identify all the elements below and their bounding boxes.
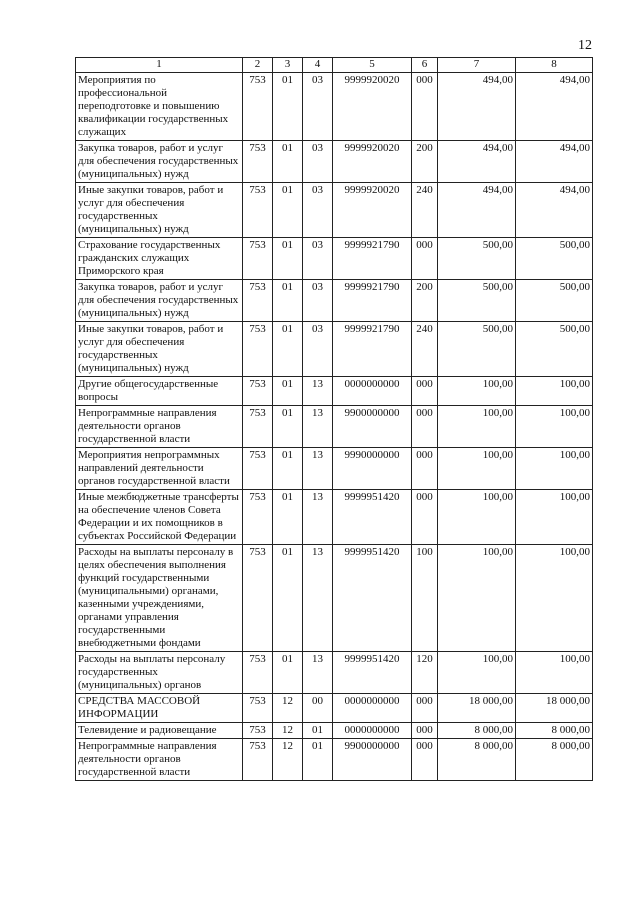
row-name: Закупка товаров, работ и услуг для обеспечения государственных (муниципальных) нужд <box>76 280 243 322</box>
ministry-code: 753 <box>243 490 273 545</box>
expense-type-code: 000 <box>412 694 438 723</box>
subsection-code: 03 <box>303 183 333 238</box>
ministry-code: 753 <box>243 238 273 280</box>
table-row <box>76 73 593 141</box>
amount-col8: 494,00 <box>516 73 593 141</box>
amount-col8: 100,00 <box>516 448 593 490</box>
table-row <box>76 141 593 183</box>
target-article-code: 9999951420 <box>333 545 412 652</box>
row-name: Расходы на выплаты персоналу в целях обеспечения выполнения функций государственными (муниципальными) органами, казенными учреждениями, органами управления государственными внебюджетными фондами <box>76 545 243 652</box>
target-article-code: 0000000000 <box>333 377 412 406</box>
column-header: 2 <box>243 58 273 73</box>
expense-type-code: 000 <box>412 238 438 280</box>
target-article-code: 9999921790 <box>333 280 412 322</box>
ministry-code: 753 <box>243 739 273 781</box>
table-row <box>76 739 593 781</box>
row-name: Непрограммные направления деятельности органов государственной власти <box>76 739 243 781</box>
ministry-code: 753 <box>243 406 273 448</box>
row-name: Иные закупки товаров, работ и услуг для обеспечения государственных (муниципальных) нужд <box>76 183 243 238</box>
table-row <box>76 448 593 490</box>
header-row <box>76 58 593 73</box>
table-row <box>76 490 593 545</box>
subsection-code: 01 <box>303 739 333 781</box>
target-article-code: 9900000000 <box>333 739 412 781</box>
section-code: 01 <box>273 406 303 448</box>
ministry-code: 753 <box>243 652 273 694</box>
column-header: 7 <box>438 58 516 73</box>
table-row <box>76 723 593 739</box>
amount-col7: 500,00 <box>438 280 516 322</box>
table-row <box>76 183 593 238</box>
ministry-code: 753 <box>243 73 273 141</box>
amount-col8: 8 000,00 <box>516 739 593 781</box>
amount-col7: 18 000,00 <box>438 694 516 723</box>
subsection-code: 13 <box>303 377 333 406</box>
amount-col7: 494,00 <box>438 73 516 141</box>
section-code: 01 <box>273 545 303 652</box>
amount-col8: 100,00 <box>516 406 593 448</box>
subsection-code: 00 <box>303 694 333 723</box>
amount-col8: 500,00 <box>516 280 593 322</box>
amount-col7: 500,00 <box>438 322 516 377</box>
amount-col7: 100,00 <box>438 652 516 694</box>
budget-table <box>75 57 593 781</box>
table-row <box>76 545 593 652</box>
subsection-code: 03 <box>303 238 333 280</box>
column-header: 6 <box>412 58 438 73</box>
section-code: 01 <box>273 490 303 545</box>
amount-col8: 100,00 <box>516 490 593 545</box>
expense-type-code: 120 <box>412 652 438 694</box>
section-code: 01 <box>273 322 303 377</box>
row-name: Непрограммные направления деятельности органов государственной власти <box>76 406 243 448</box>
section-code: 01 <box>273 280 303 322</box>
section-code: 01 <box>273 141 303 183</box>
ministry-code: 753 <box>243 448 273 490</box>
expense-type-code: 000 <box>412 723 438 739</box>
target-article-code: 9990000000 <box>333 448 412 490</box>
expense-type-code: 240 <box>412 322 438 377</box>
amount-col7: 100,00 <box>438 448 516 490</box>
subsection-code: 13 <box>303 545 333 652</box>
row-name: Иные закупки товаров, работ и услуг для обеспечения государственных (муниципальных) нужд <box>76 322 243 377</box>
target-article-code: 0000000000 <box>333 723 412 739</box>
amount-col7: 8 000,00 <box>438 739 516 781</box>
target-article-code: 9999920020 <box>333 141 412 183</box>
row-name: Другие общегосударственные вопросы <box>76 377 243 406</box>
section-code: 12 <box>273 694 303 723</box>
page-number: 12 <box>578 38 592 53</box>
table-row <box>76 406 593 448</box>
subsection-code: 03 <box>303 73 333 141</box>
amount-col8: 500,00 <box>516 238 593 280</box>
amount-col7: 494,00 <box>438 183 516 238</box>
amount-col8: 500,00 <box>516 322 593 377</box>
expense-type-code: 000 <box>412 377 438 406</box>
target-article-code: 0000000000 <box>333 694 412 723</box>
subsection-code: 13 <box>303 490 333 545</box>
column-header: 3 <box>273 58 303 73</box>
row-name: Мероприятия непрограммных направлений деятельности органов государственной власти <box>76 448 243 490</box>
section-code: 12 <box>273 723 303 739</box>
row-name: Страхование государственных гражданских служащих Приморского края <box>76 238 243 280</box>
section-code: 01 <box>273 448 303 490</box>
expense-type-code: 000 <box>412 448 438 490</box>
table-row <box>76 238 593 280</box>
column-header: 4 <box>303 58 333 73</box>
amount-col7: 100,00 <box>438 545 516 652</box>
expense-type-code: 100 <box>412 545 438 652</box>
ministry-code: 753 <box>243 545 273 652</box>
expense-type-code: 240 <box>412 183 438 238</box>
row-name: Расходы на выплаты персоналу государственных (муниципальных) органов <box>76 652 243 694</box>
expense-type-code: 000 <box>412 739 438 781</box>
amount-col8: 8 000,00 <box>516 723 593 739</box>
expense-type-code: 200 <box>412 141 438 183</box>
table-row <box>76 377 593 406</box>
row-name: Иные межбюджетные трансферты на обеспечение членов Совета Федерации и их помощников в субъектах Российской Федерации <box>76 490 243 545</box>
row-name: Телевидение и радиовещание <box>76 723 243 739</box>
amount-col8: 100,00 <box>516 377 593 406</box>
amount-col8: 494,00 <box>516 183 593 238</box>
ministry-code: 753 <box>243 183 273 238</box>
section-code: 01 <box>273 652 303 694</box>
ministry-code: 753 <box>243 377 273 406</box>
expense-type-code: 000 <box>412 490 438 545</box>
table-row <box>76 322 593 377</box>
table-row <box>76 280 593 322</box>
expense-type-code: 000 <box>412 406 438 448</box>
amount-col8: 494,00 <box>516 141 593 183</box>
row-name: Мероприятия по профессиональной переподготовке и повышению квалификации государственных служащих <box>76 73 243 141</box>
section-code: 01 <box>273 73 303 141</box>
table-row <box>76 652 593 694</box>
amount-col7: 500,00 <box>438 238 516 280</box>
ministry-code: 753 <box>243 141 273 183</box>
expense-type-code: 200 <box>412 280 438 322</box>
section-code: 12 <box>273 739 303 781</box>
amount-col7: 100,00 <box>438 377 516 406</box>
target-article-code: 9999951420 <box>333 652 412 694</box>
target-article-code: 9999921790 <box>333 238 412 280</box>
amount-col7: 494,00 <box>438 141 516 183</box>
column-header: 8 <box>516 58 593 73</box>
column-header: 5 <box>333 58 412 73</box>
target-article-code: 9999921790 <box>333 322 412 377</box>
subsection-code: 13 <box>303 652 333 694</box>
subsection-code: 13 <box>303 448 333 490</box>
column-header: 1 <box>76 58 243 73</box>
ministry-code: 753 <box>243 280 273 322</box>
amount-col7: 100,00 <box>438 406 516 448</box>
target-article-code: 9999920020 <box>333 183 412 238</box>
section-code: 01 <box>273 377 303 406</box>
ministry-code: 753 <box>243 322 273 377</box>
target-article-code: 9999951420 <box>333 490 412 545</box>
target-article-code: 9900000000 <box>333 406 412 448</box>
ministry-code: 753 <box>243 694 273 723</box>
row-name: СРЕДСТВА МАССОВОЙ ИНФОРМАЦИИ <box>76 694 243 723</box>
amount-col8: 100,00 <box>516 652 593 694</box>
amount-col7: 8 000,00 <box>438 723 516 739</box>
amount-col8: 18 000,00 <box>516 694 593 723</box>
table-row <box>76 694 593 723</box>
amount-col7: 100,00 <box>438 490 516 545</box>
row-name: Закупка товаров, работ и услуг для обеспечения государственных (муниципальных) нужд <box>76 141 243 183</box>
amount-col8: 100,00 <box>516 545 593 652</box>
subsection-code: 03 <box>303 141 333 183</box>
section-code: 01 <box>273 183 303 238</box>
section-code: 01 <box>273 238 303 280</box>
subsection-code: 03 <box>303 280 333 322</box>
subsection-code: 03 <box>303 322 333 377</box>
ministry-code: 753 <box>243 723 273 739</box>
expense-type-code: 000 <box>412 73 438 141</box>
subsection-code: 13 <box>303 406 333 448</box>
target-article-code: 9999920020 <box>333 73 412 141</box>
subsection-code: 01 <box>303 723 333 739</box>
